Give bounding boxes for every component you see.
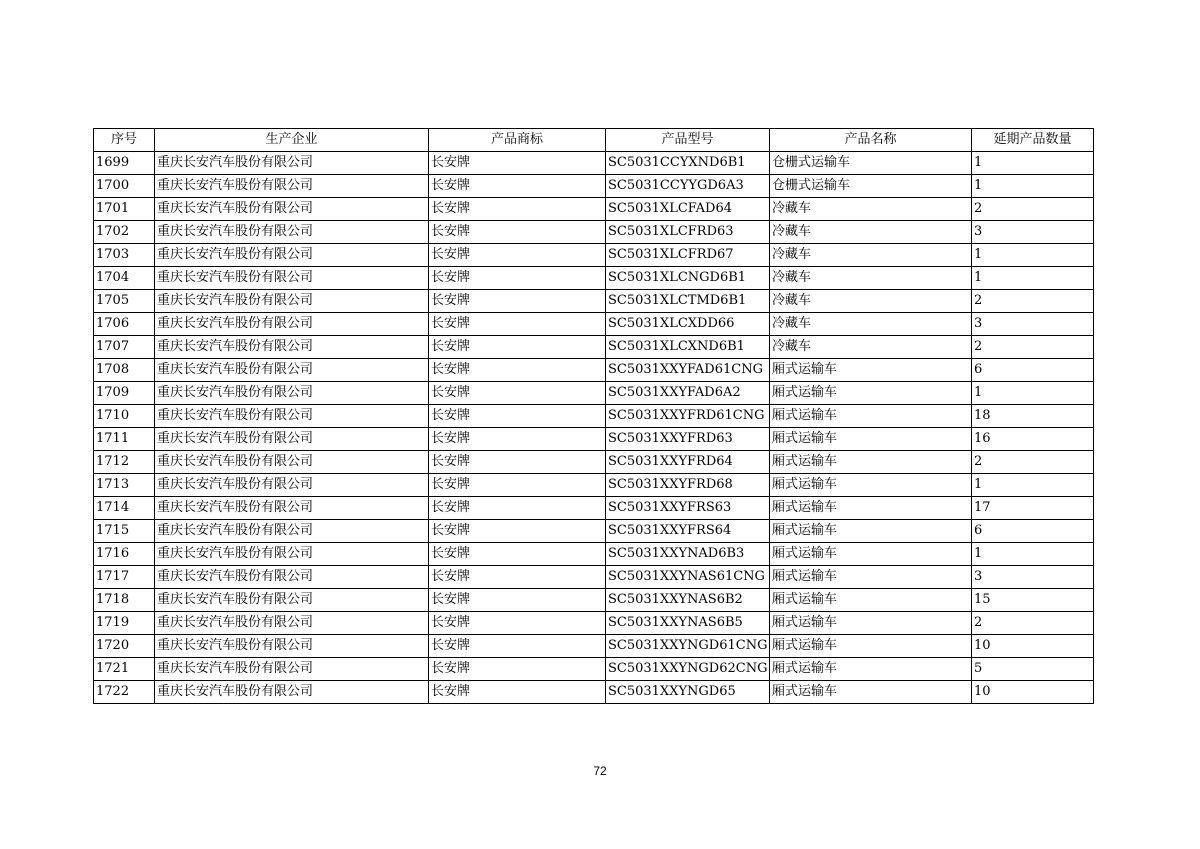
table-row — [94, 382, 1094, 405]
cell-trademark: 长安牌 — [429, 267, 606, 290]
cell-model: SC5031XXYNAS61CNG — [606, 566, 770, 589]
header-extension-count: 延期产品数量 — [972, 129, 1094, 152]
cell-trademark: 长安牌 — [429, 589, 606, 612]
cell-trademark: 长安牌 — [429, 336, 606, 359]
table-row — [94, 244, 1094, 267]
cell-product-name: 厢式运输车 — [770, 543, 972, 566]
cell-serial-number: 1701 — [94, 198, 155, 221]
cell-model: SC5031XXYNGD62CNG — [606, 658, 770, 681]
cell-model: SC5031XLCXND6B1 — [606, 336, 770, 359]
cell-product-name: 厢式运输车 — [770, 635, 972, 658]
cell-extension-count: 18 — [972, 405, 1094, 428]
cell-manufacturer: 重庆长安汽车股份有限公司 — [155, 405, 429, 428]
header-trademark: 产品商标 — [429, 129, 606, 152]
cell-serial-number: 1720 — [94, 635, 155, 658]
cell-manufacturer: 重庆长安汽车股份有限公司 — [155, 382, 429, 405]
cell-manufacturer: 重庆长安汽车股份有限公司 — [155, 681, 429, 704]
cell-serial-number: 1708 — [94, 359, 155, 382]
cell-product-name: 厢式运输车 — [770, 474, 972, 497]
cell-extension-count: 10 — [972, 635, 1094, 658]
cell-manufacturer: 重庆长安汽车股份有限公司 — [155, 290, 429, 313]
cell-extension-count: 1 — [972, 474, 1094, 497]
cell-model: SC5031XXYNAS6B2 — [606, 589, 770, 612]
cell-extension-count: 1 — [972, 152, 1094, 175]
cell-model: SC5031XXYNAD6B3 — [606, 543, 770, 566]
cell-manufacturer: 重庆长安汽车股份有限公司 — [155, 175, 429, 198]
cell-product-name: 冷藏车 — [770, 290, 972, 313]
cell-model: SC5031XLCFRD63 — [606, 221, 770, 244]
cell-product-name: 仓栅式运输车 — [770, 152, 972, 175]
cell-trademark: 长安牌 — [429, 520, 606, 543]
cell-manufacturer: 重庆长安汽车股份有限公司 — [155, 497, 429, 520]
cell-model: SC5031XXYFRD61CNG — [606, 405, 770, 428]
cell-model: SC5031CCYXND6B1 — [606, 152, 770, 175]
cell-trademark: 长安牌 — [429, 175, 606, 198]
cell-extension-count: 2 — [972, 290, 1094, 313]
table-row — [94, 313, 1094, 336]
cell-trademark: 长安牌 — [429, 405, 606, 428]
cell-extension-count: 6 — [972, 359, 1094, 382]
cell-product-name: 厢式运输车 — [770, 612, 972, 635]
cell-product-name: 厢式运输车 — [770, 681, 972, 704]
page-number: 72 — [593, 764, 607, 778]
table-row — [94, 405, 1094, 428]
cell-product-name: 冷藏车 — [770, 221, 972, 244]
cell-trademark: 长安牌 — [429, 566, 606, 589]
cell-manufacturer: 重庆长安汽车股份有限公司 — [155, 589, 429, 612]
cell-extension-count: 3 — [972, 566, 1094, 589]
cell-model: SC5031XXYNGD61CNG — [606, 635, 770, 658]
cell-extension-count: 10 — [972, 681, 1094, 704]
cell-trademark: 长安牌 — [429, 474, 606, 497]
cell-manufacturer: 重庆长安汽车股份有限公司 — [155, 543, 429, 566]
cell-manufacturer: 重庆长安汽车股份有限公司 — [155, 428, 429, 451]
cell-serial-number: 1700 — [94, 175, 155, 198]
cell-extension-count: 1 — [972, 175, 1094, 198]
cell-serial-number: 1721 — [94, 658, 155, 681]
cell-extension-count: 1 — [972, 543, 1094, 566]
table-row — [94, 612, 1094, 635]
table-row — [94, 428, 1094, 451]
cell-serial-number: 1699 — [94, 152, 155, 175]
cell-model: SC5031XLCFRD67 — [606, 244, 770, 267]
cell-product-name: 冷藏车 — [770, 198, 972, 221]
cell-manufacturer: 重庆长安汽车股份有限公司 — [155, 658, 429, 681]
cell-product-name: 冷藏车 — [770, 336, 972, 359]
cell-extension-count: 2 — [972, 198, 1094, 221]
cell-manufacturer: 重庆长安汽车股份有限公司 — [155, 244, 429, 267]
table-row — [94, 198, 1094, 221]
cell-model: SC5031XXYFRS64 — [606, 520, 770, 543]
table-row — [94, 589, 1094, 612]
cell-trademark: 长安牌 — [429, 198, 606, 221]
cell-manufacturer: 重庆长安汽车股份有限公司 — [155, 451, 429, 474]
table-row — [94, 566, 1094, 589]
cell-manufacturer: 重庆长安汽车股份有限公司 — [155, 198, 429, 221]
cell-trademark: 长安牌 — [429, 681, 606, 704]
cell-extension-count: 2 — [972, 612, 1094, 635]
cell-extension-count: 16 — [972, 428, 1094, 451]
cell-product-name: 厢式运输车 — [770, 589, 972, 612]
cell-serial-number: 1706 — [94, 313, 155, 336]
cell-manufacturer: 重庆长安汽车股份有限公司 — [155, 474, 429, 497]
cell-serial-number: 1707 — [94, 336, 155, 359]
cell-model: SC5031XXYFRD63 — [606, 428, 770, 451]
cell-extension-count: 2 — [972, 336, 1094, 359]
header-serial-number: 序号 — [94, 129, 155, 152]
cell-extension-count: 5 — [972, 658, 1094, 681]
cell-serial-number: 1710 — [94, 405, 155, 428]
cell-manufacturer: 重庆长安汽车股份有限公司 — [155, 612, 429, 635]
cell-model: SC5031XXYFRS63 — [606, 497, 770, 520]
cell-product-name: 厢式运输车 — [770, 658, 972, 681]
cell-product-name: 冷藏车 — [770, 244, 972, 267]
cell-product-name: 冷藏车 — [770, 313, 972, 336]
cell-model: SC5031XXYNGD65 — [606, 681, 770, 704]
cell-serial-number: 1722 — [94, 681, 155, 704]
header-model: 产品型号 — [606, 129, 770, 152]
cell-manufacturer: 重庆长安汽车股份有限公司 — [155, 635, 429, 658]
table-row — [94, 152, 1094, 175]
cell-manufacturer: 重庆长安汽车股份有限公司 — [155, 566, 429, 589]
cell-trademark: 长安牌 — [429, 451, 606, 474]
table-header — [94, 129, 1094, 152]
cell-trademark: 长安牌 — [429, 658, 606, 681]
cell-serial-number: 1704 — [94, 267, 155, 290]
table-row — [94, 290, 1094, 313]
cell-trademark: 长安牌 — [429, 313, 606, 336]
cell-manufacturer: 重庆长安汽车股份有限公司 — [155, 152, 429, 175]
cell-trademark: 长安牌 — [429, 635, 606, 658]
header-row — [94, 129, 1094, 152]
cell-model: SC5031XLCTMD6B1 — [606, 290, 770, 313]
cell-serial-number: 1705 — [94, 290, 155, 313]
cell-serial-number: 1711 — [94, 428, 155, 451]
table-row — [94, 497, 1094, 520]
cell-product-name: 厢式运输车 — [770, 520, 972, 543]
cell-serial-number: 1714 — [94, 497, 155, 520]
cell-product-name: 厢式运输车 — [770, 428, 972, 451]
table-row — [94, 267, 1094, 290]
cell-extension-count: 1 — [972, 267, 1094, 290]
table-row — [94, 336, 1094, 359]
cell-model: SC5031CCYYGD6A3 — [606, 175, 770, 198]
table-row — [94, 175, 1094, 198]
cell-manufacturer: 重庆长安汽车股份有限公司 — [155, 520, 429, 543]
cell-model: SC5031XLCFAD64 — [606, 198, 770, 221]
cell-model: SC5031XLCXDD66 — [606, 313, 770, 336]
cell-extension-count: 17 — [972, 497, 1094, 520]
table-row — [94, 359, 1094, 382]
cell-serial-number: 1715 — [94, 520, 155, 543]
cell-trademark: 长安牌 — [429, 428, 606, 451]
cell-model: SC5031XXYFRD68 — [606, 474, 770, 497]
cell-serial-number: 1716 — [94, 543, 155, 566]
cell-trademark: 长安牌 — [429, 382, 606, 405]
table-row — [94, 543, 1094, 566]
table-row — [94, 681, 1094, 704]
cell-extension-count: 3 — [972, 313, 1094, 336]
header-product-name: 产品名称 — [770, 129, 972, 152]
cell-serial-number: 1719 — [94, 612, 155, 635]
cell-model: SC5031XLCNGD6B1 — [606, 267, 770, 290]
cell-trademark: 长安牌 — [429, 612, 606, 635]
cell-serial-number: 1717 — [94, 566, 155, 589]
cell-product-name: 厢式运输车 — [770, 497, 972, 520]
cell-manufacturer: 重庆长安汽车股份有限公司 — [155, 267, 429, 290]
table-row — [94, 658, 1094, 681]
header-manufacturer: 生产企业 — [155, 129, 429, 152]
table-row — [94, 451, 1094, 474]
cell-extension-count: 15 — [972, 589, 1094, 612]
cell-model: SC5031XXYFAD61CNG — [606, 359, 770, 382]
cell-manufacturer: 重庆长安汽车股份有限公司 — [155, 359, 429, 382]
cell-product-name: 厢式运输车 — [770, 451, 972, 474]
cell-manufacturer: 重庆长安汽车股份有限公司 — [155, 221, 429, 244]
cell-manufacturer: 重庆长安汽车股份有限公司 — [155, 336, 429, 359]
cell-extension-count: 1 — [972, 244, 1094, 267]
cell-product-name: 厢式运输车 — [770, 382, 972, 405]
table-row — [94, 474, 1094, 497]
cell-trademark: 长安牌 — [429, 290, 606, 313]
cell-trademark: 长安牌 — [429, 221, 606, 244]
table-body — [94, 152, 1094, 704]
cell-product-name: 厢式运输车 — [770, 405, 972, 428]
cell-serial-number: 1703 — [94, 244, 155, 267]
cell-serial-number: 1712 — [94, 451, 155, 474]
cell-model: SC5031XXYNAS6B5 — [606, 612, 770, 635]
cell-model: SC5031XXYFAD6A2 — [606, 382, 770, 405]
cell-trademark: 长安牌 — [429, 543, 606, 566]
table-row — [94, 520, 1094, 543]
cell-extension-count: 6 — [972, 520, 1094, 543]
cell-extension-count: 3 — [972, 221, 1094, 244]
cell-serial-number: 1713 — [94, 474, 155, 497]
cell-manufacturer: 重庆长安汽车股份有限公司 — [155, 313, 429, 336]
cell-serial-number: 1718 — [94, 589, 155, 612]
cell-product-name: 仓栅式运输车 — [770, 175, 972, 198]
cell-product-name: 冷藏车 — [770, 267, 972, 290]
cell-model: SC5031XXYFRD64 — [606, 451, 770, 474]
table-row — [94, 635, 1094, 658]
cell-trademark: 长安牌 — [429, 244, 606, 267]
cell-extension-count: 2 — [972, 451, 1094, 474]
cell-serial-number: 1709 — [94, 382, 155, 405]
cell-product-name: 厢式运输车 — [770, 566, 972, 589]
cell-trademark: 长安牌 — [429, 152, 606, 175]
cell-product-name: 厢式运输车 — [770, 359, 972, 382]
cell-extension-count: 1 — [972, 382, 1094, 405]
cell-trademark: 长安牌 — [429, 359, 606, 382]
table-row — [94, 221, 1094, 244]
cell-serial-number: 1702 — [94, 221, 155, 244]
product-extension-table — [93, 128, 1094, 704]
cell-trademark: 长安牌 — [429, 497, 606, 520]
